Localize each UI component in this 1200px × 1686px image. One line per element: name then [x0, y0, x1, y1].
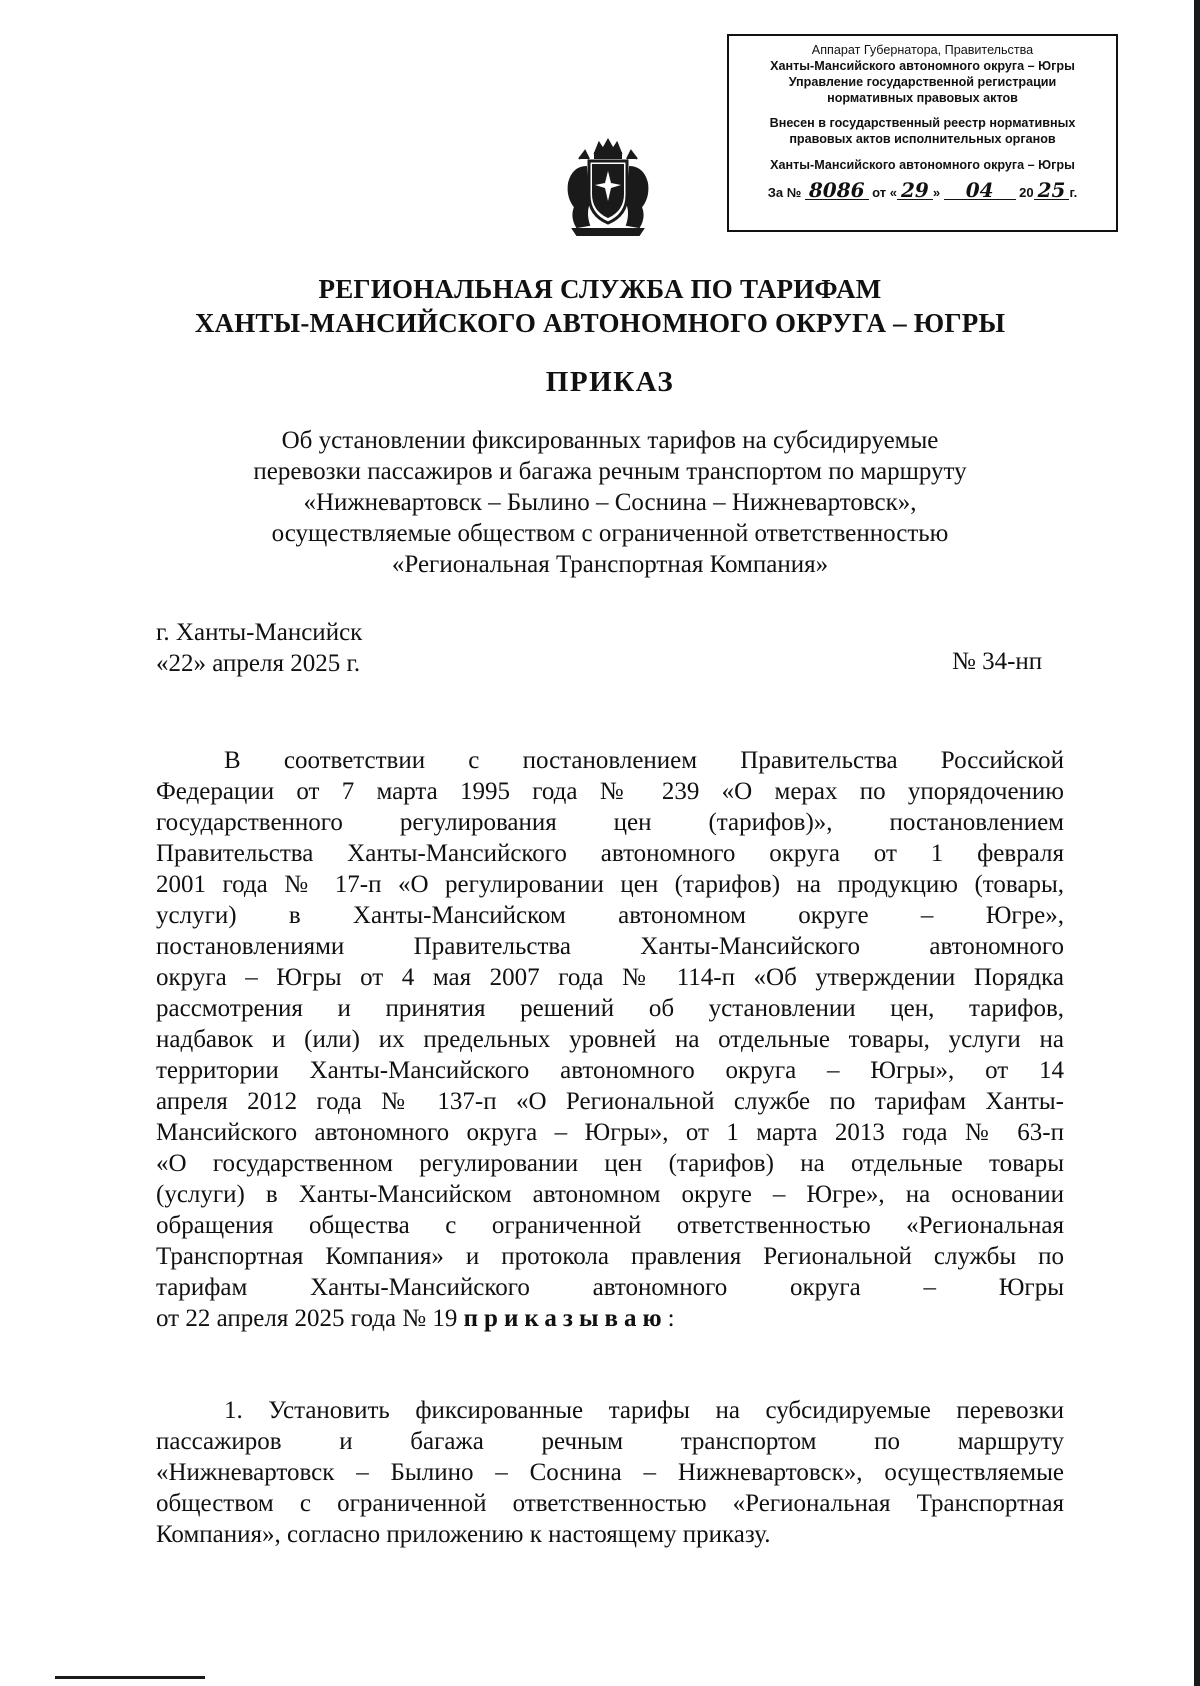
stamp-reg-day: 29 [897, 181, 933, 200]
document-type: ПРИКАЗ [545, 366, 675, 398]
text-line: Компания», согласно приложению к настоящему приказу. [156, 1521, 771, 1548]
text-line: государственного регулирования цен (тарифов)», постановлением [156, 809, 1064, 836]
scan-mark [55, 1676, 205, 1679]
stamp-reg-from: от « [872, 185, 897, 200]
preamble-paragraph [156, 745, 1064, 1334]
stamp-reg-year: 25 [1034, 181, 1070, 200]
document-title [60, 425, 1160, 580]
title-line: перевозки пассажиров и багажа речным транспортом по маршруту [253, 458, 967, 485]
org-line: РЕГИОНАЛЬНАЯ СЛУЖБА ПО ТАРИФАМ [318, 274, 882, 304]
text-line: (услуги) в Ханты-Мансийском автономном округе – Югре», на основании [156, 1181, 1064, 1208]
stamp-reg-number: 8086 [805, 181, 869, 200]
text-line: округа – Югры от 4 мая 2007 года № 114-п «Об утверждении Порядка [156, 964, 1064, 991]
document-number: № 34-нп [952, 648, 1043, 675]
title-line: Об установлении фиксированных тарифов на субсидируемые [281, 427, 939, 454]
org-line: ХАНТЫ-МАНСИЙСКОГО АВТОНОМНОГО ОКРУГА – ЮГРЫ [194, 308, 1006, 338]
place-and-date [156, 617, 362, 679]
text-line: Правительства Ханты-Мансийского автономного округа от 1 февраля [156, 840, 1064, 867]
text-line: Мансийского автономного округа – Югры», от 1 марта 2013 года № 63-п [156, 1119, 1064, 1146]
stamp-reg-close: » [932, 185, 941, 200]
item-1-paragraph [156, 1395, 1064, 1550]
text-line: 2001 года № 17-п «О регулировании цен (тарифов) на продукцию (товары, [156, 871, 1064, 898]
text-line: постановлениями Правительства Ханты-Мансийского автономного [156, 933, 1064, 960]
text-line: услуги) в Ханты-Мансийском автономном округе – Югре», [156, 902, 1064, 929]
text-line: Федерации от 7 марта 1995 года № 239 «О мерах по упорядочению [156, 778, 1064, 805]
stamp-line: Управление государственной регистрации [788, 75, 1057, 89]
stamp-line: правовых актов исполнительных органов [789, 132, 1056, 146]
text-line: апреля 2012 года № 137-п «О Региональной службе по тарифам Ханты- [156, 1088, 1064, 1115]
text-line: тарифам Ханты-Мансийского автономного округа – Югры [156, 1274, 1064, 1301]
stamp-registration-line [729, 178, 1116, 202]
text-line [156, 1303, 1064, 1334]
stamp-line: Аппарат Губернатора, Правительства [811, 43, 1034, 57]
order-colon: : [667, 1305, 675, 1332]
text-fragment: от 22 апреля 2025 года № 19 [156, 1305, 458, 1332]
scan-edge [1194, 0, 1200, 1686]
stamp-line: Ханты-Мансийского автономного округа – Югры [770, 59, 1075, 73]
stamp-line: нормативных правовых актов [827, 91, 1018, 105]
document-date: «22» апреля 2025 г. [156, 650, 361, 677]
stamp-line: Внесен в государственный реестр нормативных [769, 116, 1076, 130]
order-word: приказываю [463, 1305, 668, 1332]
text-line: пассажиров и багажа речным транспортом по маршруту [156, 1428, 1064, 1455]
stamp-line: Ханты-Мансийского автономного округа – Югры [770, 158, 1075, 172]
text-line: «О государственном регулировании цен (тарифов) на отдельные товары [156, 1150, 1064, 1177]
text-line: обществом с ограниченной ответственностью «Региональная Транспортная [156, 1490, 1064, 1517]
city: г. Ханты-Мансийск [156, 619, 363, 646]
text-line: Транспортная Компания» и протокола правления Региональной службы по [156, 1243, 1064, 1270]
title-line: «Нижневартовск – Былино – Соснина – Нижневартовск», [303, 489, 917, 516]
text-line: обращения общества с ограниченной ответственностью «Региональная [156, 1212, 1064, 1239]
stamp-reg-month: 04 [944, 181, 1016, 200]
organization-name [60, 272, 1140, 340]
text-line: В соответствии с постановлением Правительства Российской [224, 747, 1064, 774]
text-line: территории Ханты-Мансийского автономного округа – Югры», от 14 [156, 1057, 1064, 1084]
coat-of-arms-icon [559, 137, 657, 237]
registration-stamp [727, 34, 1118, 232]
stamp-reg-prefix: За № [767, 185, 802, 200]
text-line: «Нижневартовск – Былино – Соснина – Нижневартовск», осуществляемые [156, 1459, 1064, 1486]
text-line: рассмотрения и принятия решений об установлении цен, тарифов, [156, 995, 1064, 1022]
title-line: «Региональная Транспортная Компания» [391, 551, 829, 578]
text-line: 1. Установить фиксированные тарифы на субсидируемые перевозки [224, 1397, 1064, 1424]
stamp-reg-year-prefix: 20 [1019, 185, 1034, 200]
title-line: осуществляемые обществом с ограниченной ответственностью [271, 520, 949, 547]
stamp-reg-suffix: г. [1069, 185, 1078, 200]
text-line: надбавок и (или) их предельных уровней на отдельные товары, услуги на [156, 1026, 1064, 1053]
